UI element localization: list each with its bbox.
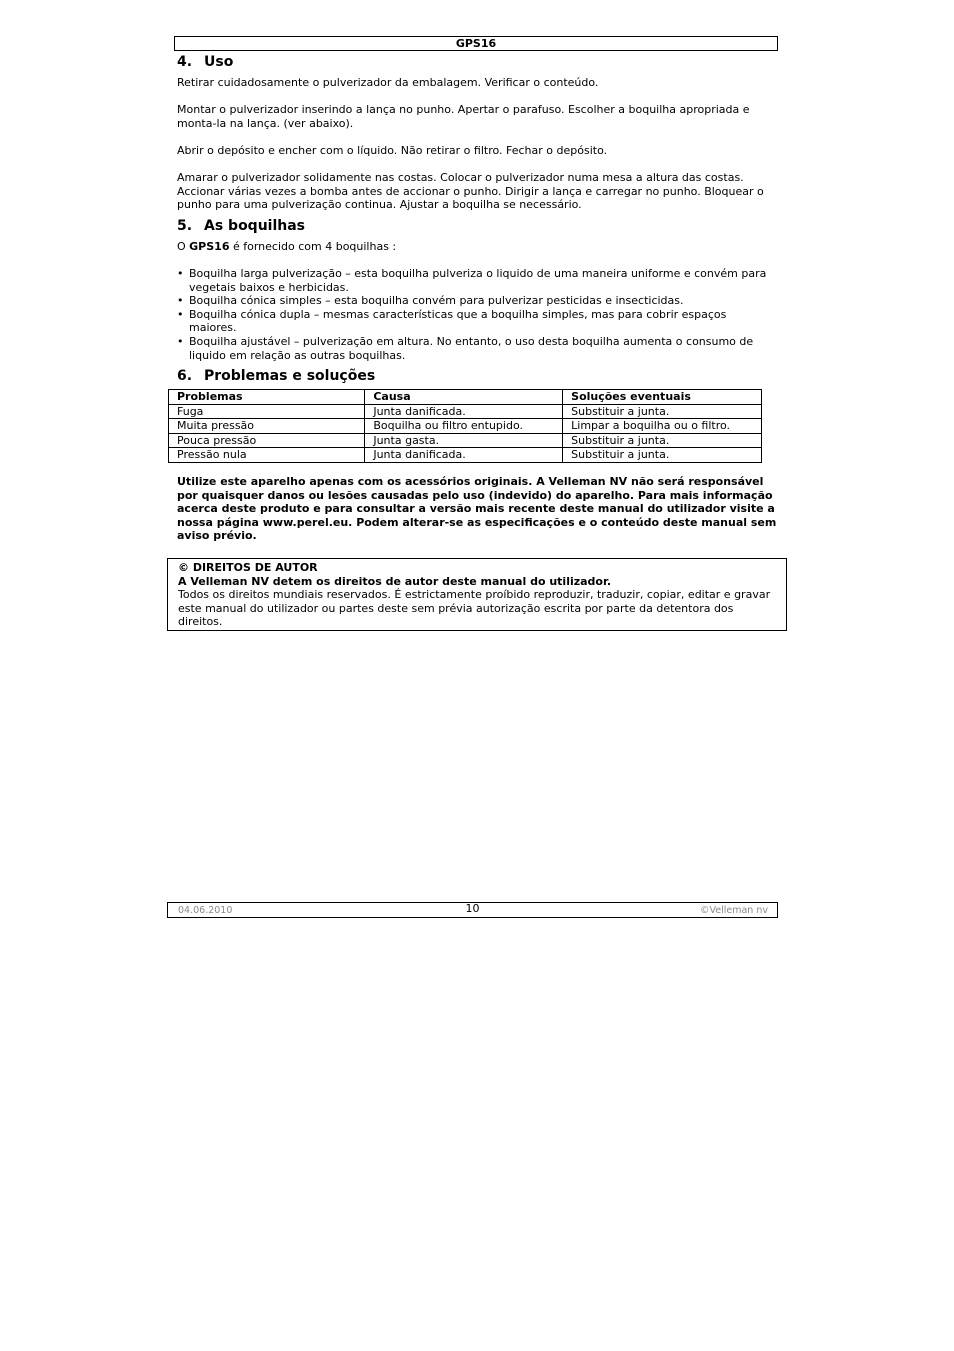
uso-paragraph-1: Retirar cuidadosamente o pulverizador da embalagem. Verificar o conteúdo. bbox=[177, 76, 599, 89]
table-cell: Muita pressão bbox=[169, 419, 365, 434]
troubleshooting-table bbox=[168, 389, 762, 463]
section-title: Uso bbox=[204, 54, 234, 70]
table-cell: Boquilha ou filtro entupido. bbox=[365, 419, 563, 434]
list-item bbox=[177, 294, 777, 308]
header-model: GPS16 bbox=[455, 37, 497, 50]
table-header-cell: Soluções eventuais bbox=[563, 390, 762, 405]
bullet-icon: • bbox=[177, 267, 184, 280]
bullet-icon: • bbox=[177, 294, 184, 308]
section-heading-uso bbox=[177, 54, 233, 70]
copyright-box bbox=[167, 558, 787, 631]
intro-prefix: O bbox=[177, 240, 190, 253]
list-item-text: Boquilha ajustável – pulverização em altura. No entanto, o uso desta boquilha aumenta o consumo de liquido em relação as outras boquilhas. bbox=[189, 334, 754, 362]
table-header-cell: Problemas bbox=[169, 390, 365, 405]
list-item bbox=[177, 335, 777, 362]
table-header-row bbox=[169, 390, 762, 405]
boquilhas-list bbox=[177, 267, 777, 362]
uso-paragraph-3: Abrir o depósito e encher com o líquido. Não retirar o filtro. Fechar o depósito. bbox=[177, 144, 608, 157]
table-cell: Junta gasta. bbox=[365, 433, 563, 448]
table-row bbox=[169, 419, 762, 434]
table-cell: Pressão nula bbox=[169, 448, 365, 463]
list-item-text: Boquilha cónica simples – esta boquilha convém para pulverizar pesticidas e insecticidas. bbox=[189, 294, 684, 308]
table-row bbox=[169, 448, 762, 463]
section-heading-boquilhas bbox=[177, 218, 305, 234]
table-row bbox=[169, 404, 762, 419]
bullet-icon: • bbox=[177, 334, 184, 348]
table-row bbox=[169, 433, 762, 448]
section-title: As boquilhas bbox=[204, 218, 306, 234]
table-header-cell: Causa bbox=[365, 390, 563, 405]
section-number: 5. bbox=[177, 218, 193, 234]
table-cell: Substituir a junta. bbox=[563, 448, 762, 463]
footer-copyright: ©Velleman nv bbox=[700, 905, 768, 916]
list-item bbox=[177, 267, 777, 294]
table-cell: Junta danificada. bbox=[365, 448, 563, 463]
uso-paragraph-4: Amarar o pulverizador solidamente nas costas. Colocar o pulverizador numa mesa a altura das costas. Accionar várias vezes a bomba antes de accionar o punho. Dirigir a lança e carregar no punho. Bloquear o punho para uma pulverização continua. Ajustar a boquilha se necessário. bbox=[177, 171, 764, 212]
list-item-text: Boquilha cónica dupla – mesmas características que a boquilha simples, mas para cobrir espaços maiores. bbox=[189, 307, 727, 335]
table-cell: Pouca pressão bbox=[169, 433, 365, 448]
copyright-body: Todos os direitos mundiais reservados. É estrictamente proíbido reproduzir, traduzir, copiar, editar e gravar este manual do utilizador ou partes deste sem prévia autorização escrita por parte da detentora dos direitos. bbox=[178, 588, 771, 629]
table-cell: Substituir a junta. bbox=[563, 404, 762, 419]
copyright-title: © DIREITOS DE AUTOR bbox=[178, 561, 318, 574]
list-item bbox=[177, 308, 777, 335]
table-cell: Fuga bbox=[169, 404, 365, 419]
uso-paragraph-2: Montar o pulverizador inserindo a lança no punho. Apertar o parafuso. Escolher a boquilha apropriada e monta-la na lança. (ver abaixo). bbox=[177, 103, 750, 130]
footer-date: 04.06.2010 bbox=[178, 905, 233, 916]
page-number: 10 bbox=[465, 902, 480, 915]
copyright-subtitle: A Velleman NV detem os direitos de autor deste manual do utilizador. bbox=[178, 574, 612, 588]
page-header bbox=[174, 36, 778, 51]
table-cell: Limpar a boquilha ou o filtro. bbox=[563, 419, 762, 434]
section-heading-problemas bbox=[177, 368, 375, 384]
boquilhas-intro bbox=[177, 240, 777, 254]
section-title: Problemas e soluções bbox=[204, 368, 376, 384]
list-item-text: Boquilha larga pulverização – esta boquilha pulveriza o liquido de uma maneira uniforme e convém para vegetais baixos e herbicidas. bbox=[189, 267, 767, 294]
intro-model: GPS16 bbox=[189, 240, 230, 253]
bullet-icon: • bbox=[177, 307, 184, 321]
section-number: 6. bbox=[177, 368, 193, 384]
table-cell: Junta danificada. bbox=[365, 404, 563, 419]
usage-notice: Utilize este aparelho apenas com os acessórios originais. A Velleman NV não será responsável por quaisquer danos ou lesões causadas pelo uso (indevido) do aparelho. Para mais informação acerca deste produto e para consultar a versão mais recente deste manual do utilizador visite a nossa página www.perel.eu. Podem alterar-se as especificações e o conteúdo deste manual sem aviso prévio. bbox=[177, 475, 777, 543]
page-footer bbox=[167, 902, 778, 918]
table-cell: Substituir a junta. bbox=[563, 433, 762, 448]
intro-suffix: é fornecido com 4 boquilhas : bbox=[229, 240, 397, 253]
section-number: 4. bbox=[177, 54, 193, 70]
